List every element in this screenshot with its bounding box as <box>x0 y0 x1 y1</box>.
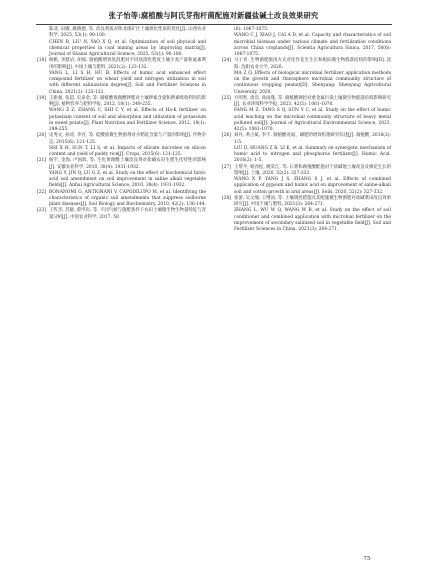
reference-text: 马子青. 生物菌肥施用方式对连作花生生长和根际微生物群落结构的影响[D]. 沈阳: 沈阳农业大学, 2020. <box>234 58 391 70</box>
reference-entry <box>222 146 391 165</box>
reference-number: [23] <box>37 208 47 214</box>
reference-entry <box>222 165 391 178</box>
reference-text: 刘丹, 黄占斌, 李宇. 腐植酸对氮、磷肥的增效机理研究综述[J]. 腐植酸, 2016(2): 1-5. <box>234 133 391 145</box>
reference-entry <box>37 40 206 59</box>
reference-entry <box>37 96 206 109</box>
reference-entry <box>222 133 391 146</box>
reference-number: [27] <box>222 164 232 170</box>
page-number: ·75· <box>362 556 372 562</box>
reference-entry <box>37 146 206 159</box>
reference-text: 杨宇, 金海, 卢国政, 等. 生化黄腐酸土壤改良剂对盐碱农田生理生化特性的影响[J]. 安徽农业科学, 2010, 38(4): 1931-1932. <box>49 158 206 170</box>
reference-entry <box>37 158 206 171</box>
reference-number: [21] <box>37 158 47 164</box>
reference-entry <box>37 58 206 71</box>
reference-number: [25] <box>222 95 232 101</box>
reference-text: WANG X P, YANG J S, ZHANG S J, et al. Effects of combined application of gypsum and humic acid on improvement of saline-alkali soil and cotton growth in arid areas[J]. Soils, 2020, 52(2): 327-332. <box>234 177 391 195</box>
reference-text: MA Z Q. Effects of biological microbial fertilizer application methods on the growth and rhizosphere microbial community structure of continuous cropping peanut[D]. Shenyang: Shenyang Agricultural University, 2020. <box>234 70 391 95</box>
reference-entry <box>37 190 206 209</box>
reference-text: BONANOMI G, ANTIGNANI V, CAPODILUPO M, et al. Identifying the characteristics of organic soil amendments that suppress soilborne plant diseases[J]. Soil Biology and Biochemistry, 2010, 42(2): 136-144. <box>49 189 206 207</box>
reference-number: [28] <box>222 195 232 201</box>
reference-entry <box>222 58 391 71</box>
reference-number: [26] <box>222 133 232 139</box>
reference-text: 张蕾, 吴文瑜, 王继国, 等. 土壤调控措施及其配施微生物菌肥对盐碱菜田改良效果研究[J]. 中国土壤与肥料, 2021(3): 264-271. <box>234 195 391 207</box>
reference-text: CHEN B, LIU N, YAO X Q, et al. Optimization of soil physical and chemical properties in coal mining areas by improving matrix[J]. Journal of Shanxi Agricultural Science, 2025, 53(1): 90-100. <box>49 39 206 57</box>
reference-entry <box>222 196 391 209</box>
reference-entry <box>37 208 206 221</box>
reference-continuation: WANG C J, XIAO J, CAI A D, et al. Capacity and characteristics of soil microbial biomass under various climate and fertilization conditions across China croplands[J]. Scientia Agricultura Sinica, 2017, 50(6): 1067-1075. <box>234 33 391 57</box>
left-column <box>37 27 206 221</box>
reference-number: [24] <box>222 58 232 64</box>
reference-text: SHI X H, SUN T, LI S, et al. Impacts of silicate microbes on silicon content and yield of paddy rice[J]. Crops, 2015(6): 121-125. <box>49 145 206 157</box>
reference-text: 王传杰, 苏敏, 蔡甲岩, 等. 不同气候与施肥条件下农田土壤微生物生物量特征与容量分析[J]. 中国农业科学, 2017, 50 <box>49 208 206 220</box>
reference-text: 方明智, 唐浩, 孙雨瑾, 等. 腐植酸调控对重金属污染土壤微生物群落结构影响研究[J]. 农业环境科学学报, 2023, 42(5): 1061-1070. <box>234 95 391 107</box>
reference-text: 杨帆, 李默岩, 胡斌. 腐植酸增效复混肥对不同盐渍化程度土壤小麦产量和氮素利用的影响[J]. 中国土壤与肥料, 2021(2): 123-132. <box>49 58 206 70</box>
reference-entry <box>37 171 206 190</box>
reference-entry <box>222 177 391 196</box>
reference-entry <box>37 133 206 146</box>
reference-text: FANG M Z, TANG S Q, SUN Y C, et al. Study on the effect of humic acid leaching on the microbial community structure of heavy metal polluted soil[J]. Journal of Agricultural Environmental Science, 2023, 42(5): 1061-1070. <box>234 108 391 132</box>
reference-text: 陈北, 田娜, 姚晓德, 等. 改良黄质对陕北煤矿区土壤理化性质的优化[J]. 山西农业科学, 2025, 53(1): 90-100. <box>49 27 206 39</box>
reference-number: [18] <box>37 58 47 64</box>
reference-number: [22] <box>37 189 47 195</box>
reference-entry <box>222 71 391 96</box>
reference-number: [20] <box>37 133 47 139</box>
reference-text: WANG Z Z, ZHANG C, SHI C Y, et al. Effects of Ha-K fertilizer on potassium content of soil and absorption and utilization of potassium in sweet potato[J]. Plant Nutrition and Fertilizer Science, 2012, 18(1): 249-255. <box>49 108 206 132</box>
right-column <box>222 27 391 233</box>
header-rule <box>36 24 392 25</box>
running-header: 张子怡等:腐植酸与阿氏芽孢杆菌配施对新疆盐碱土改良效果研究 <box>108 11 319 20</box>
reference-entry <box>37 27 206 40</box>
reference-text: YANG L, LI S H, HU B. Effects of humic acid enhanced effect compound fertilizer on wheat yield and nitrogen utilization in soil with different salinization degree[J]. Soil and Fertilizer Sciences in China, 2021(2): 123-132. <box>49 70 206 95</box>
reference-text: 王帮平, 杨劲松, 姚荣江, 等. 石膏和腐殖酸配施对于盐碱地土壤改良及棉花生长的影响[J]. 土壤, 2020, 52(2): 327-332. <box>234 164 391 176</box>
reference-text: 史秀文, 孙涛, 李亮, 等. 硅酸盐微生物菌剂对水稻硅含量与产量的影响[J]. 作物杂志, 2015(6): 121-125. <box>49 133 206 145</box>
reference-text: LIU D, HUANG Z B, LI K, et al. Summary on synergetic mechanism of humic acid to nitrogen and phosphorus fertilizer[J]. Humic Acid, 2016(2): 1-5. <box>234 145 391 164</box>
reference-text: ZHANG L, WU W Q, WANG W R, et al. Study on the effect of soil conditioner and combined application with microbial fertilizer on the improvement of secondary salinized soil in vegetable field[J]. Soil and Fertilizer Sciences in China, 2021(3): 264-271. <box>234 208 391 232</box>
reference-entry <box>222 208 391 233</box>
reference-number: [19] <box>37 95 47 101</box>
reference-continuation: (6): 1067-1075. <box>234 27 269 32</box>
reference-entry <box>222 96 391 109</box>
reference-text: 王新强, 张超, 史泰金, 等. 腐植酸黄腐酸钾肥对土壤钾素含量和钾素吸收利用的影响[J]. 植物营养与肥料学报, 2012, 18(1): 249-255. <box>49 95 206 107</box>
reference-entry <box>37 108 206 133</box>
reference-entry <box>222 108 391 133</box>
reference-text: YANG Y, JIN Q, LU G Z, et al. Study on the effect of biochemical fulvic acid soil amendment on soil improvement in saline alkali vegetable fields[J]. Anhui Agricultural Science, 2010, 38(4): 1931-1932. <box>49 170 206 189</box>
reference-entry <box>37 71 206 96</box>
